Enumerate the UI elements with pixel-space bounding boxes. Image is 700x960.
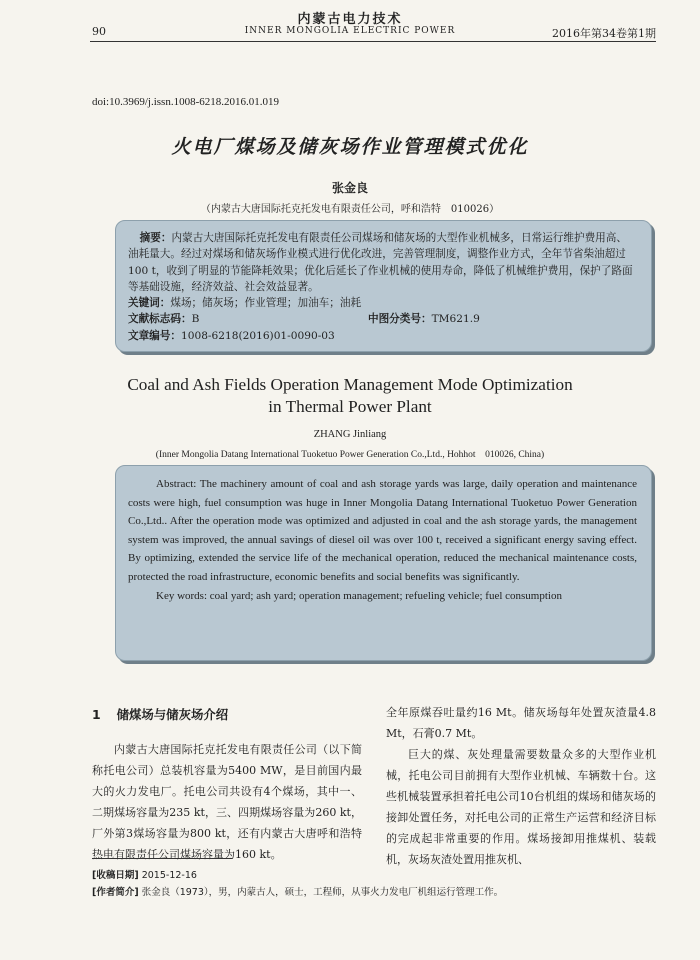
body-right-paragraph-2: 巨大的煤、灰处理量需要数量众多的大型作业机械，托电公司目前拥有大型作业机械、车辆数十台。这些机械装置承担着托电公司10台机组的煤场和储灰场的接卸处置任务，对托电公司的正常生产运营和经济目标的完成起非常重要的作用。煤场接卸用推煤机、装载机，灰场灰渣处置用推灰机、 [386,748,656,866]
section-title: 储煤场与储灰场介绍 [116,707,229,722]
abstract-cn-box [115,220,652,352]
author-cn: 张金良 [331,181,368,195]
received-date [92,867,197,881]
abstract-en-text: The machinery amount of coal and ash storage yards was large, daily operation and maintenance costs were high, fuel consumption was huge in Inner Mongolia Datang International Tuoketuo Power Generation Co.,Ltd.. After the operation mode was optimized and adjusted in coal and the ash storage yards, the management system was improved, the annual savings of diesel oil was over 100 t, received a significant energy saving effect. By optimizing, extended the service life of the mechanical operation, reduced the mechanical maintenance costs, protected the road infrastructure, economic benefits and social benefits was significantly. [128,478,638,583]
abstract-en-label: Abstract: [156,478,197,490]
doi[interactable]: doi:10.3969/j.issn.1008-6218.2016.01.019 [92,96,280,108]
author-en: ZHANG Jinliang [313,429,387,440]
footnote-rule [92,858,232,859]
journal-name-cn: 内蒙古电力技术 [297,12,403,27]
body-right-paragraph-1: 全年原煤吞吐量约16 Mt。储灰场每年处置灰渣量4.8 Mt，石膏0.7 Mt。 [386,706,656,740]
clc-code: TM621.9 [431,313,480,326]
article-number-label: 文章编号： [128,329,181,342]
keywords-en-label: Key words: [156,589,208,602]
received-label: [收稿日期] [92,870,139,881]
abstract-cn-label: 摘要： [139,232,172,244]
section-heading [92,705,228,723]
body-column-left: 内蒙古大唐国际托克托发电有限责任公司（以下简称托电公司）总装机容量为5400 MW，是目前国内最大的火力发电厂。托电公司共设有4个煤场，其中一、二期煤场容量为235 kt，三、四期煤场容量为260 kt，厂外第3煤场容量为800 kt，还有内蒙古大唐呼和浩特热电有限责任公司煤场容量为160 kt。 [92,743,362,861]
doc-code: B [191,313,200,326]
keywords-cn [128,295,637,311]
author-bio-text: 张金良（1973），男，内蒙古人，硕士，工程师，从事火力发电厂机组运行管理工作。 [141,887,504,898]
affiliation-en: (Inner Mongolia Datang International Tuoketuo Power Generation Co.,Ltd., Hohhot 010026, China) [155,450,545,460]
article-title-en [0,374,700,418]
abstract-cn [128,230,637,295]
abstract-en-box [115,465,652,661]
doc-code-label: 文献标志码： [128,313,192,326]
article-number-row [128,328,637,344]
body-column-right [386,702,656,870]
header-rule [90,41,656,42]
keywords-en [128,587,637,606]
article-number: 1008-6218(2016)01-0090-03 [180,329,335,342]
article-title-cn: 火电厂煤场及储灰场作业管理模式优化 [171,136,529,158]
author-bio-label: [作者简介] [92,887,139,898]
abstract-en [128,475,637,587]
issue-label: 2016年第34卷第1期 [552,27,656,40]
received-value: 2015-12-16 [141,870,197,881]
journal-name-en: INNER MONGOLIA ELECTRIC POWER [244,26,456,36]
article-title-en-line1: Coal and Ash Fields Operation Management Mode Optimization [127,375,573,394]
affiliation-cn: （内蒙古大唐国际托克托发电有限责任公司，呼和浩特 010026） [200,204,500,215]
page-number: 90 [92,25,106,38]
abstract-cn-text: 内蒙古大唐国际托克托发电有限责任公司煤场和储灰场的大型作业机械多，日常运行维护费用高、油耗量大。经过对煤场和储灰场作业模式进行优化改进，完善管理制度，调整作业方式，全年节省柴油超过100 t，收到了明显的节能降耗效果；优化后延长了作业机械的使用寿命，降低了机械维护费用，保护了路面等基础设施，经济效益、社会效益显著。 [128,232,633,293]
keywords-cn-text: 煤场；储灰场；作业管理；加油车；油耗 [170,297,362,310]
author-bio [92,884,503,898]
article-title-en-line2: in Thermal Power Plant [268,397,432,416]
clc-label: 中图分类号： [368,313,432,326]
keywords-en-text: coal yard; ash yard; operation management; refueling vehicle; fuel consumption [209,589,562,602]
section-number: 1 [92,707,101,722]
keywords-cn-label: 关键词： [128,297,171,310]
doc-code-row [128,311,637,327]
